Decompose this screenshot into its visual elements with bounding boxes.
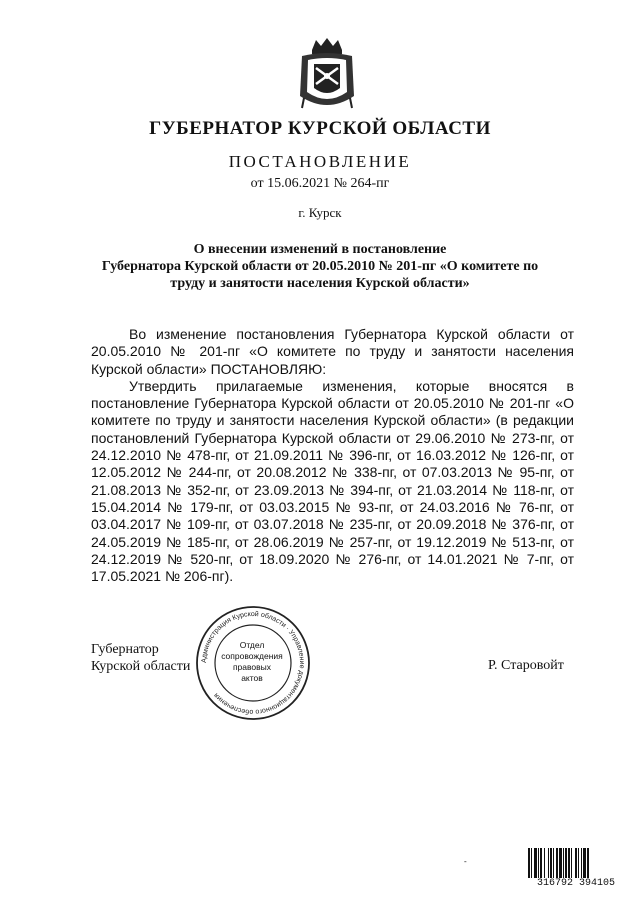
stamp-ring-text: Администрация Курской области · Управление документационного обеспечения xyxy=(200,610,306,716)
barcode-bar xyxy=(587,848,589,878)
barcode-bar xyxy=(559,848,562,878)
stamp-line: правовых xyxy=(232,662,272,672)
barcode-bar xyxy=(583,848,586,878)
city: г. Курск xyxy=(298,205,342,220)
subject-line: труду и занятости населения Курской области» xyxy=(170,276,470,291)
barcode-bar xyxy=(553,848,554,878)
barcode-bar xyxy=(544,848,545,878)
body-paragraph: Во изменение постановления Губернатора Курской области от 20.05.2010 № 201-пг «О комитете по труду и занятости населения Курской области» ПОСТАНОВЛЯЮ: xyxy=(91,326,574,377)
stamp-inner-text xyxy=(218,640,286,684)
barcode-bar xyxy=(568,848,570,878)
barcode-number: 316792 394105 xyxy=(536,878,615,889)
barcode-bar xyxy=(581,848,582,878)
barcode-bar xyxy=(575,848,577,878)
barcode-bar xyxy=(550,848,552,878)
barcode-bar xyxy=(548,848,549,878)
document-body xyxy=(91,326,574,585)
barcode-bar xyxy=(565,848,567,878)
barcode-bar xyxy=(528,848,530,878)
barcode xyxy=(528,848,624,878)
barcode-bar xyxy=(571,848,572,878)
signatory-name: Р. Старовойт xyxy=(488,658,564,673)
signatory-title-line: Курской области xyxy=(91,659,191,674)
scan-mark: - xyxy=(464,857,467,866)
barcode-bar xyxy=(540,848,542,878)
stamp-line: актов xyxy=(241,673,263,683)
stamp-line: сопровождения xyxy=(221,651,283,661)
barcode-bar xyxy=(578,848,579,878)
body-paragraph: Утвердить прилагаемые изменения, которые вносятся в постановление Губернатора Курской области от 20.05.2010 № 201-пг «О комитете по труду и занятости населения Курской области» (в редакции постановлений Губернатора Курской области от 29.06.2010 № 273-пг, от 24.12.2010 № 478-пг, от 21.09.2011 № 396-пг, от 16.03.2012 № 126-пг, от 12.05.2012 № 244-пг, от 20.08.2012 № 338-пг, от 07.03.2013 № 95-пг, от 21.08.2013 № 352-пг, от 23.09.2013 № 394-пг, от 21.03.2014 № 118-пг, от 15.04.2014 № 179-пг, от 03.03.2015 № 93-пг, от 24.03.2016 № 76-пг, от 03.04.2017 № 109-пг, от 03.07.2018 № 235-пг, от 20.09.2018 № 376-пг, от 24.05.2019 № 185-пг, от 28.06.2019 № 257-пг, от 19.12.2019 № 513-пг, от 24.12.2019 № 520-пг, от 18.09.2020 № 276-пг, от 14.01.2021 № 7-пг, от 17.05.2021 № 206-пг). xyxy=(91,377,574,585)
subject-line: О внесении изменений в постановление xyxy=(193,242,447,257)
date-and-number: от 15.06.2021 № 264-пг xyxy=(250,176,390,191)
barcode-bar xyxy=(531,848,532,878)
document-type: ПОСТАНОВЛЕНИЕ xyxy=(228,152,412,171)
barcode-bar xyxy=(563,848,564,878)
barcode-bar xyxy=(534,848,537,878)
signatory-title-line: Губернатор xyxy=(91,642,159,657)
barcode-bar xyxy=(556,848,558,878)
document-subject xyxy=(0,241,640,292)
issuing-authority: ГУБЕРНАТОР КУРСКОЙ ОБЛАСТИ xyxy=(149,118,491,139)
coat-of-arms-emblem xyxy=(294,36,360,116)
signatory-title xyxy=(91,641,190,675)
barcode-bar xyxy=(538,848,539,878)
stamp-line: Отдел xyxy=(239,640,265,650)
subject-line: Губернатора Курской области от 20.05.2010 № 201-пг «О комитете по xyxy=(101,259,539,274)
